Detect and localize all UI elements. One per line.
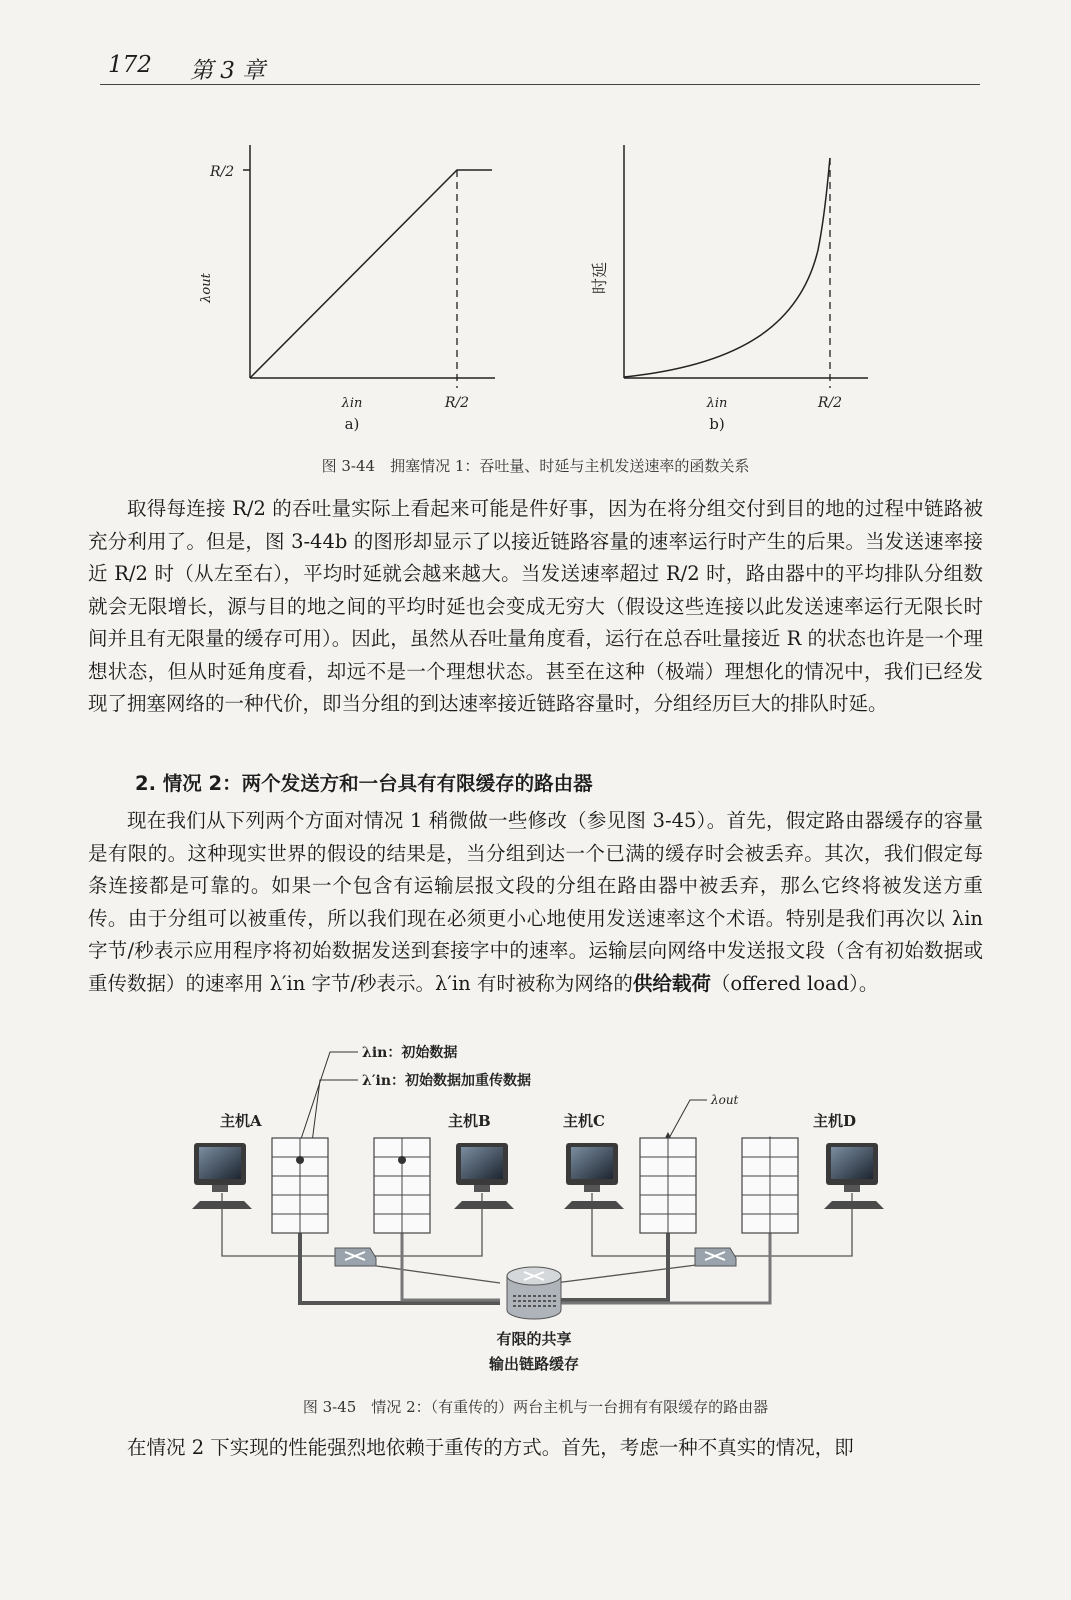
router-icon — [507, 1267, 561, 1319]
y-tick-r2: R/2 — [210, 164, 235, 180]
term-offered-load: 供给载荷 — [632, 971, 711, 995]
buffer-host-d — [742, 1138, 798, 1233]
buffer-label-1: 有限的共享 — [496, 1330, 572, 1348]
figure-3-44 — [180, 140, 900, 445]
computer-icon — [564, 1143, 624, 1209]
host-c-label: 主机C — [563, 1112, 605, 1130]
buffer-label-2: 输出链路缓存 — [488, 1355, 580, 1373]
figure-3-44-caption: 图 3-44 拥塞情况 1：吞吐量、时延与主机发送速率的函数关系 — [321, 457, 750, 475]
switch-icon — [695, 1248, 736, 1266]
switch-icon — [335, 1248, 376, 1266]
buffer-host-c — [640, 1138, 696, 1233]
section-heading-case-2: 2. 情况 2：两个发送方和一台具有有限缓存的路由器 — [135, 772, 593, 795]
buffer-host-b — [374, 1138, 430, 1233]
panel-label-a: a) — [344, 415, 360, 433]
computer-icon — [454, 1143, 514, 1209]
paragraph-3-text: 在情况 2 下实现的性能强烈地依赖于重传的方式。首先，考虑一种不真实的情况，即 — [127, 1436, 854, 1459]
delay-curve — [624, 158, 830, 377]
chapter-title: 第 3 章 — [190, 58, 266, 84]
lambda-in-leader — [298, 1052, 358, 1148]
y-axis-label-lambda-out: λout — [199, 273, 214, 303]
paragraph-1 — [88, 493, 983, 721]
page-number: 172 — [108, 52, 152, 78]
paragraph-1-text: 取得每连接 R/2 的吞吐量实际上看起来可能是件好事，因为在将分组交付到目的地的过程中链路被充分利用了。但是，图 3-44b 的图形却显示了以接近链路容量的速率运行时产生的后果。当发送速率接近 R/2 时（从左至右），平均时延就会越来越大。当发送速率超过 R/2 时，路由器中的平均排队分组数就会无限增长，源与目的地之间的平均时延也会变成无穷大（假设这些连接以此发送速率运行无限长时间并且有无限量的缓存可用）。因此，虽然从吞吐量角度看，运行在总吞吐量接近 R 的状态也许是一个理想状态，但从时延角度看，却远不是一个理想状态。甚至在这种（极端）理想化的情况中，我们已经发现了拥塞网络的一种代价，即当分组的到达速率接近链路容量时，分组经历巨大的排队时延。 — [88, 497, 983, 715]
x-axis-label-lambda-in: λin — [706, 396, 728, 411]
label-lambda-in: λin：初始数据 — [362, 1045, 458, 1061]
page-header — [100, 50, 980, 85]
figure-3-45-caption: 图 3-45 情况 2：（有重传的）两台主机与一台拥有有限缓存的路由器 — [302, 1398, 769, 1416]
figure-3-44a — [199, 145, 495, 433]
label-lambda-in-prime: λ′in：初始数据加重传数据 — [362, 1073, 532, 1089]
figure-3-45 — [180, 1038, 900, 1383]
x-axis-label-lambda-in: λin — [341, 396, 363, 411]
x-tick-r2: R/2 — [817, 395, 843, 411]
x-tick-r2: R/2 — [444, 395, 470, 411]
figure-3-44b — [590, 145, 868, 433]
y-axis-label-delay: 时延 — [590, 261, 609, 295]
paragraph-2 — [88, 805, 983, 1000]
panel-label-b: b) — [709, 415, 725, 433]
buffer-host-a — [272, 1138, 328, 1233]
host-a-label: 主机A — [220, 1112, 262, 1130]
paragraph-2-text: 现在我们从下列两个方面对情况 1 稍微做一些修改（参见图 3-45）。首先，假定路由器缓存的容量是有限的。这种现实世界的假设的结果是，当分组到达一个已满的缓存时会被丢弃。其次，我们假定每条连接都是可靠的。如果一个包含有运输层报文段的分组在路由器中被丢弃，那么它终将被发送方重传。由于分组可以被重传，所以我们现在必须更小心地使用发送速率这个术语。特别是我们再次以 λin 字节/秒表示应用程序将初始数据发送到套接字中的速率。运输层向网络中发送报文段（含有初始数据或重传数据）的速率用 λ′in 字节/秒表示。λ′in 有时被称为网络的 — [88, 809, 983, 995]
host-b-label: 主机B — [448, 1112, 491, 1130]
lambda-out-leader — [668, 1100, 707, 1140]
host-d-label: 主机D — [813, 1112, 857, 1130]
paragraph-3 — [88, 1432, 983, 1465]
throughput-curve — [250, 170, 492, 378]
label-lambda-out: λout — [711, 1093, 739, 1107]
paragraph-2-tail: （offered load）。 — [710, 971, 879, 995]
computer-icon — [824, 1143, 884, 1209]
